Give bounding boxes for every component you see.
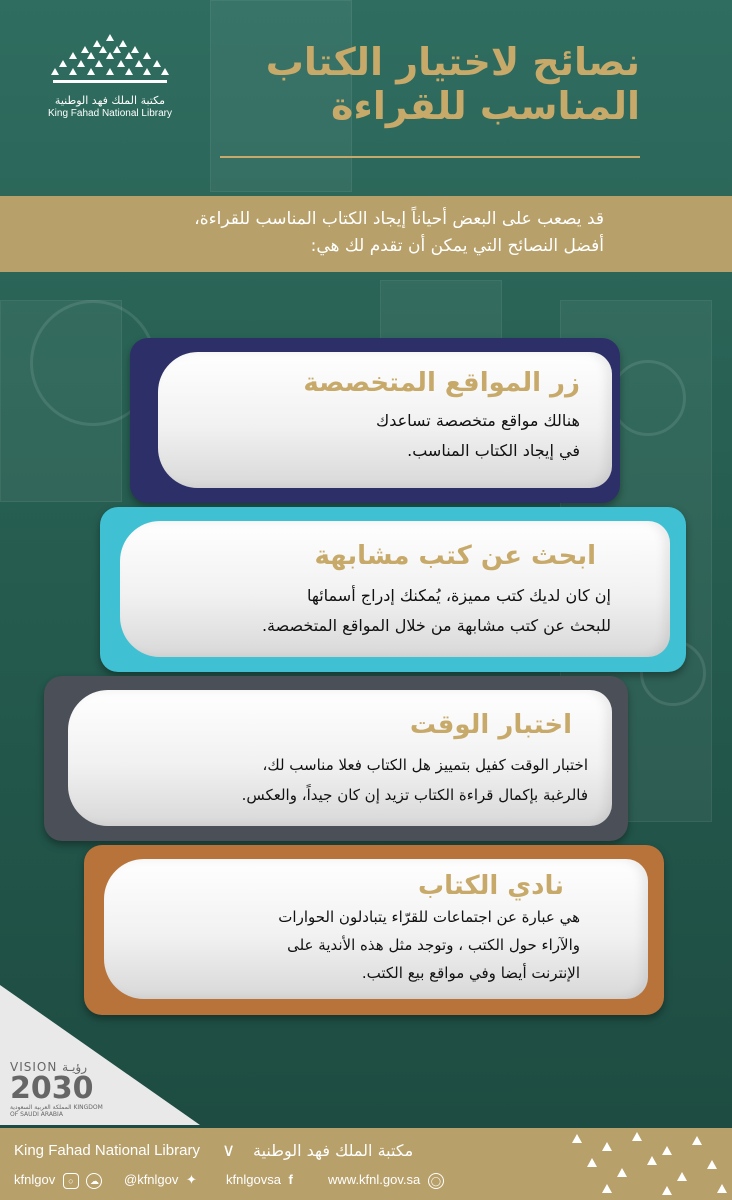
vision-2030-logo xyxy=(10,1060,110,1118)
instagram-icon: ○ xyxy=(63,1173,79,1189)
footer-arabic-name: مكتبة الملك فهد الوطنية xyxy=(253,1141,414,1160)
tip-heading: نادي الكتاب xyxy=(417,871,564,901)
footer-pattern xyxy=(532,1128,732,1200)
tip-body-line: في إيجاد الكتاب المناسب. xyxy=(407,441,580,460)
tip-body xyxy=(68,750,588,810)
footer-english-name: King Fahad National Library xyxy=(14,1142,200,1159)
tip-body-line: للبحث عن كتب مشابهة من خلال المواقع المتخصصة. xyxy=(261,616,611,635)
tip-card-time-test xyxy=(44,676,628,841)
twitter-icon: ✦ xyxy=(186,1172,197,1187)
tip-body-line: فالرغبة بإكمال قراءة الكتاب تزيد إن كان جيداً، والعكس. xyxy=(241,786,588,804)
tip-card-similar-books xyxy=(100,507,686,672)
facebook-icon: f xyxy=(288,1172,293,1187)
intro-band xyxy=(0,196,732,272)
instagram-handle: kfnlgov xyxy=(14,1172,56,1187)
snapchat-icon: ☁ xyxy=(86,1173,102,1189)
library-logo xyxy=(30,30,190,135)
gear-icon xyxy=(610,360,686,436)
logo-english-name: King Fahad National Library xyxy=(48,108,172,119)
tip-heading: زر المواقع المتخصصة xyxy=(303,368,580,398)
title-line-2: المناسب للقراءة xyxy=(330,84,640,128)
title-line-1: نصائح لاختيار الكتاب xyxy=(265,40,640,84)
instagram-link[interactable] xyxy=(14,1172,102,1189)
tip-card-specialized-sites xyxy=(130,338,620,503)
twitter-handle: @kfnlgov xyxy=(124,1172,179,1187)
tip-body-line: إن كان لديك كتب مميزة، يُمكنك إدراج أسمائها xyxy=(306,586,611,605)
footer xyxy=(0,1128,732,1200)
tip-body-line: والآراء حول الكتب ، وتوجد مثل هذه الأندية على xyxy=(287,936,580,954)
tip-body-line: هنالك مواقع متخصصة تساعدك xyxy=(376,411,580,430)
tip-body xyxy=(131,581,611,641)
tip-body-line: الإنترنت أيضا وفي مواقع بيع الكتب. xyxy=(361,964,580,982)
logo-arabic-name: مكتبة الملك فهد الوطنية xyxy=(54,94,166,107)
website-link[interactable] xyxy=(328,1172,444,1189)
intro-line-2: أفضل النصائح التي يمكن أن تقدم لك هي: xyxy=(310,236,604,256)
vision-year: 2030 xyxy=(10,1071,94,1106)
library-emblem-icon xyxy=(45,30,175,92)
tip-heading: اختبار الوقت xyxy=(409,710,572,740)
tip-body-line: هي عبارة عن اجتماعات للقرّاء يتبادلون الحوارات xyxy=(278,908,580,926)
facebook-link[interactable] xyxy=(226,1172,293,1187)
website-url: www.kfnl.gov.sa xyxy=(328,1172,421,1187)
tip-body-line: اختبار الوقت كفيل بتمييز هل الكتاب فعلا مناسب لك، xyxy=(262,756,588,774)
globe-icon: ◯ xyxy=(428,1173,444,1189)
tip-body xyxy=(110,903,580,987)
twitter-link[interactable] xyxy=(124,1172,197,1188)
intro-text xyxy=(44,206,604,260)
vision-word: VISION رؤيـة xyxy=(10,1060,88,1074)
page-title xyxy=(220,40,640,128)
library-mark-icon: ∨ xyxy=(222,1140,236,1161)
intro-line-1: قد يصعب على البعض أحياناً إيجاد الكتاب المناسب للقراءة، xyxy=(194,209,604,229)
tip-body xyxy=(180,406,580,466)
facebook-handle: kfnlgovsa xyxy=(226,1172,281,1187)
vision-subtitle: المملكة العربية السعودية KINGDOM OF SAUDI ARABIA xyxy=(10,1104,103,1118)
tip-heading: ابحث عن كتب مشابهة xyxy=(314,541,596,571)
title-divider xyxy=(220,156,640,158)
